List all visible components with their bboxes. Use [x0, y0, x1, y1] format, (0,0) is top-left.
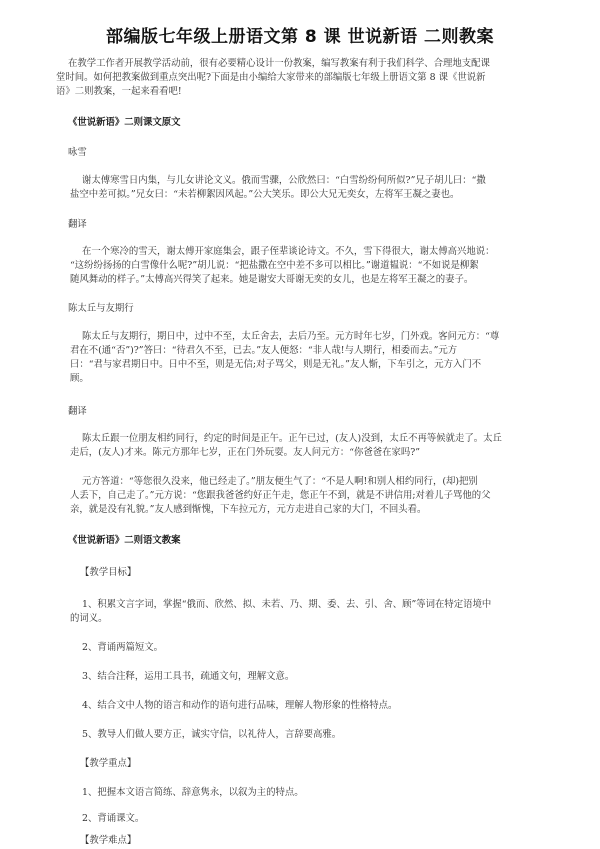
poem1-line-2: 盐空中差可拟。”兄女曰：“未若柳絮因风起。”公大笑乐。即公大兄无奕女，左将军王凝之妻也。 [70, 189, 460, 200]
intro-line-3: 语》二则教案，一起来看看吧! [56, 86, 182, 97]
teaching-goals-label: 【教学目标】 [80, 567, 137, 578]
poem2-line-4: 顾。 [70, 373, 89, 384]
poem2-title: 陈太丘与友期行 [68, 303, 134, 314]
focus-1: 1、把握本文语言简练、辞意隽永，以叙为主的特点。 [82, 787, 304, 798]
section-heading-original: 《世说新语》二则课文原文 [68, 117, 181, 128]
focus-2: 2、背诵课文。 [82, 813, 145, 824]
poem2-line-3: 曰：“君与家君期日中。日中不至，则是无信;对子骂父，则是无礼。”友人惭，下车引之，元方入门不 [70, 359, 482, 370]
goal-3: 3、结合注释，运用工具书，疏通文句，理解文意。 [82, 671, 295, 682]
translation2-label: 翻译 [68, 406, 87, 417]
translation2b-line-2: 人丢下，自己走了。”元方说：“您跟我爸爸约好正午走，您正午不到，就是不讲信用;对着儿子骂他的父 [70, 490, 491, 501]
translation1-line-1: 在一个寒冷的雪天，谢太傅开家庭集会，跟子侄辈谈论诗文。不久，雪下得很大，谢太傅高兴地说： [82, 246, 495, 257]
teaching-difficulty-label: 【教学难点】 [80, 835, 137, 846]
translation2-line-2: 走后，(友人)才来。陈元方那年七岁，正在门外玩耍。友人问元方：“你爸爸在家吗?” [70, 447, 421, 458]
poem2-line-1: 陈太丘与友期行，期日中，过中不至，太丘舍去，去后乃至。元方时年七岁，门外戏。客问元方：“尊 [82, 331, 500, 342]
goal-1-line-1: 1、积累文言字词，掌握“俄而、欣然、拟、未若、乃、期、委、去、引、舍、顾”等词在特定语境中 [82, 599, 492, 610]
intro-line-1: 在教学工作者开展教学活动前，很有必要精心设计一份教案，编写教案有利于我们科学、合理地支配课 [68, 58, 490, 69]
page-title: 部编版七年级上册语文第 8 课 世说新语 二则教案 [105, 27, 494, 47]
goal-1-line-2: 的词义。 [70, 613, 108, 624]
poem2-line-2: 君在不(通“否”)?”答曰：“待君久不至，已去。”友人便怒：“非人哉!与人期行，相委而去。”元方 [70, 345, 458, 356]
translation2-line-1: 陈太丘跟一位朋友相约同行，约定的时间是正午。正午已过，(友人)没到，太丘不再等候就走了。太丘 [82, 433, 502, 444]
poem1-title: 咏雪 [68, 147, 87, 158]
translation1-line-3: 随风舞动的样子。”太傅高兴得笑了起来。她是谢安大哥谢无奕的女儿，也是左将军王凝之的妻子。 [70, 274, 474, 285]
intro-line-2: 堂时间。如何把教案做到重点突出呢?下面是由小编给大家带来的部编版七年级上册语文第 8 课《世说新 [56, 72, 486, 83]
translation2b-line-3: 亲，就是没有礼貌。”友人感到惭愧，下车拉元方，元方走进自己家的大门，不回头看。 [70, 504, 427, 515]
goal-2: 2、背诵两篇短文。 [82, 642, 163, 653]
goal-5: 5、教导人们做人要方正，诚实守信，以礼待人，言辞要高雅。 [82, 729, 342, 740]
translation1-line-2: “这纷纷扬扬的白雪像什么呢?”胡儿说：“把盐撒在空中差不多可以相比。”谢道韫说：“不如说是柳絮 [70, 260, 479, 271]
teaching-focus-label: 【教学重点】 [80, 758, 137, 769]
goal-4: 4、结合文中人物的语言和动作的语句进行品味，理解人物形象的性格特点。 [82, 700, 398, 711]
section-heading-lesson-plan: 《世说新语》二则语文教案 [68, 535, 181, 546]
translation2b-line-1: 元方答道：“等您很久没来，他已经走了。”朋友便生气了：“不是人啊!和别人相约同行，(却)把别 [82, 476, 478, 487]
translation1-label: 翻译 [68, 219, 87, 230]
poem1-line-1: 谢太傅寒雪日内集，与儿女讲论文义。俄而雪骤，公欣然曰：“白雪纷纷何所似?”兄子胡儿曰：“撒 [82, 175, 486, 186]
